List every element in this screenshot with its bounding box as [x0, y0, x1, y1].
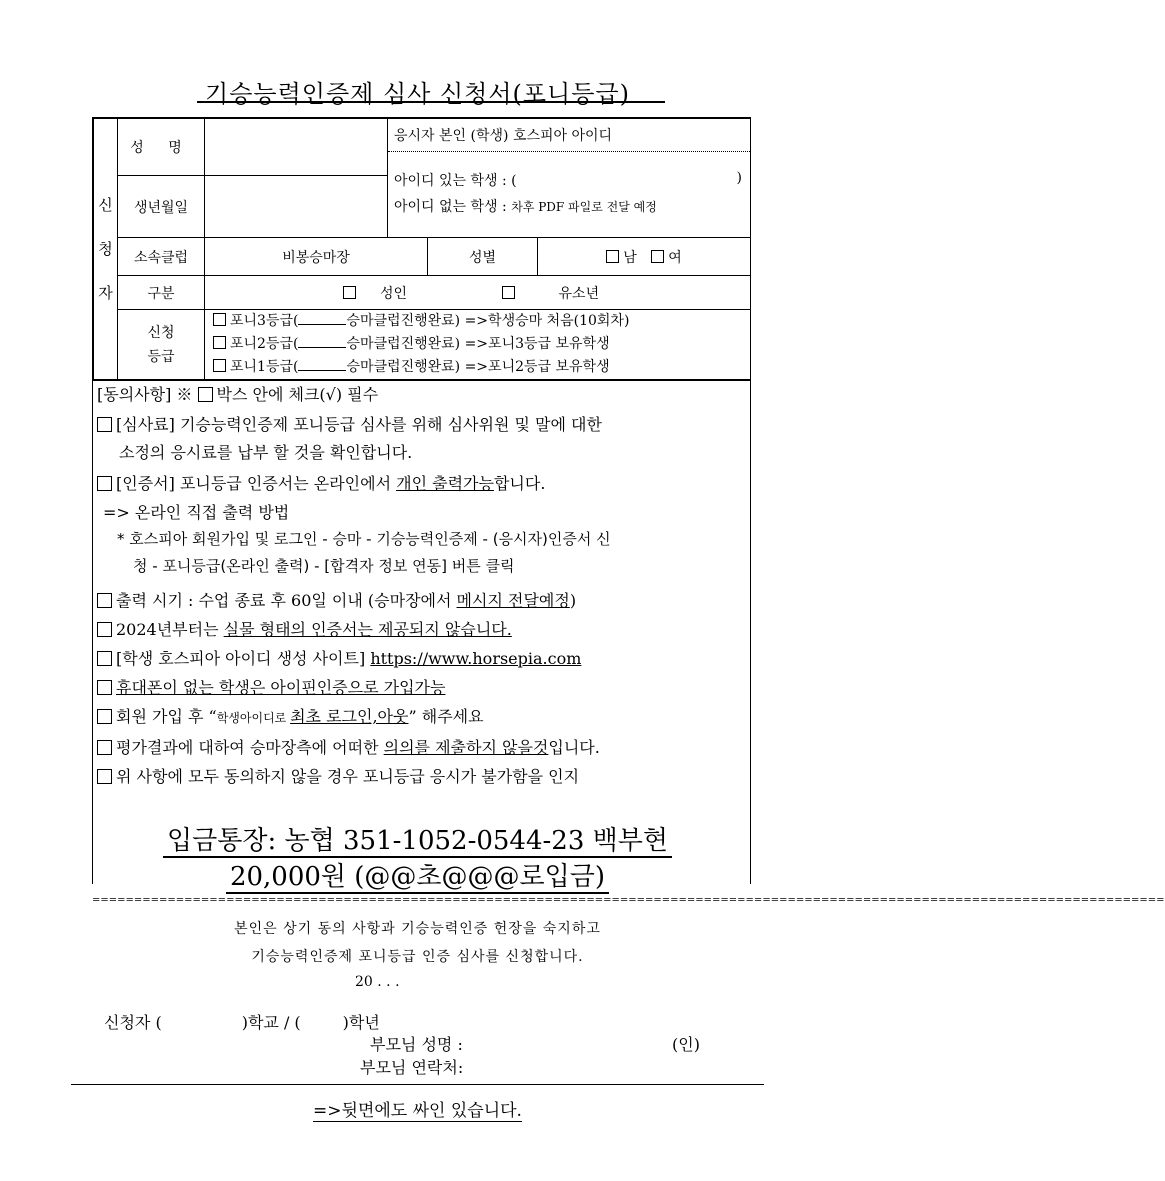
consent-appeal[interactable]: 평가결과에 대하여 승마장측에 어떠한 의의를 제출하지 않을것입니다. [97, 735, 600, 758]
agree-checkbox[interactable] [97, 769, 112, 784]
back-side-note: =>뒷면에도 싸인 있습니다. [313, 1101, 522, 1121]
consent-print[interactable]: 출력 시기 : 수업 종료 후 60일 이내 (승마장에서 메시지 전달예정) [97, 588, 576, 611]
consent-cert[interactable]: [인증서] 포니등급 인증서는 온라인에서 개인 출력가능합니다. [97, 471, 545, 494]
bank-amount: 20,000원 (@@초@@@로입금) [0, 856, 835, 893]
appeal-checkbox[interactable] [97, 740, 112, 755]
name-field[interactable] [205, 119, 388, 176]
birth-field[interactable] [205, 176, 388, 238]
consent-site[interactable]: [학생 호스피아 아이디 생성 사이트] https://www.horsepia.com [97, 646, 581, 669]
horsepia-link[interactable]: https://www.horsepia.com [370, 649, 582, 668]
gender-male-checkbox[interactable] [606, 250, 619, 263]
grade-pony2[interactable]: 포니2등급( 승마클럽진행완료) =>포니3등급 보유학생 [213, 333, 750, 356]
consent-fee-cont: 소정의 응시료를 납부 할 것을 확인합니다. [119, 443, 413, 462]
bank-account: 입금통장: 농협 351-1052-0544-23 백부현 [0, 820, 835, 857]
title-underline [197, 101, 665, 103]
bottom-rule [71, 1084, 764, 1085]
category-label: 구분 [118, 276, 205, 310]
online-steps-1: * 호스피아 회원가입 및 로그인 - 승마 - 기승능력인증제 - (응시자)인증서 신 [117, 530, 611, 548]
applicant-side-label: 신 청 자 [94, 119, 118, 380]
consent-year[interactable]: 2024년부터는 실물 형태의 인증서는 제공되지 않습니다. [97, 617, 512, 640]
application-date[interactable]: 20 . . . [355, 974, 400, 990]
online-steps-2: 청 - 포니등급(온라인 출력) - [합격자 정보 연동] 버튼 클릭 [133, 557, 515, 575]
consent-login[interactable]: 회원 가입 후 “학생아이디로 최초 로그인,아웃” 해주세요 [97, 704, 484, 727]
consent-agree[interactable]: 위 사항에 모두 동의하지 않을 경우 포니등급 응시가 불가함을 인지 [97, 764, 579, 787]
fee-checkbox[interactable] [97, 417, 112, 432]
online-method: => 온라인 직접 출력 방법 [103, 503, 290, 522]
gender-options: 남 여 [538, 238, 751, 276]
applicant-school-line[interactable]: 신청자 ( )학교 / ( )학년 [104, 1013, 380, 1032]
grade-pony1[interactable]: 포니1등급( 승마클럽진행완료) =>포니2등급 보유학생 [213, 356, 750, 379]
club-value: 비봉승마장 [205, 238, 428, 276]
category-youth-checkbox[interactable] [502, 286, 515, 299]
name-label: 성 명 [118, 119, 205, 176]
id-header: 응시자 본인 (학생) 호스피아 아이디 [388, 119, 750, 152]
applicant-form [92, 117, 751, 381]
year-checkbox[interactable] [97, 622, 112, 637]
cert-checkbox[interactable] [97, 476, 112, 491]
consent-header: [동의사항] ※ 박스 안에 체크(√) 필수 [97, 385, 379, 404]
grade-label: 신청 등급 [118, 310, 205, 380]
phone-checkbox[interactable] [97, 680, 112, 695]
consent-fee[interactable]: [심사료] 기승능력인증제 포니등급 심사를 위해 심사위원 및 말에 대한 [97, 412, 602, 435]
print-checkbox[interactable] [97, 593, 112, 608]
category-options: 성인 유소년 [205, 276, 751, 310]
gender-label: 성별 [428, 238, 538, 276]
separator-rule: ================================================================================================================================ [92, 895, 1165, 906]
login-checkbox[interactable] [97, 709, 112, 724]
parent-contact-line[interactable]: 부모님 연락처: [360, 1058, 464, 1077]
checkbox-icon [198, 387, 213, 402]
gender-female-checkbox[interactable] [651, 250, 664, 263]
site-checkbox[interactable] [97, 651, 112, 666]
consent-phone[interactable]: 휴대폰이 없는 학생은 아이핀인증으로 가입가능 [97, 675, 445, 698]
grade-options [205, 310, 751, 380]
parent-name-line[interactable]: 부모님 성명 : [370, 1035, 463, 1054]
seal-mark: (인) [672, 1035, 700, 1054]
grade-pony3[interactable]: 포니3등급( 승마클럽진행완료) =>학생승마 처음(10회차) [213, 310, 750, 333]
consent-section [92, 378, 751, 884]
hospia-id-cell [388, 119, 751, 238]
id-have-line[interactable]: 아이디 있는 학생 : ( ) [394, 170, 742, 189]
id-none-line: 아이디 없는 학생 : 차후 PDF 파일로 전달 예정 [394, 199, 657, 215]
declaration-line-2: 기승능력인증제 포니등급 인증 심사를 신청합니다. [251, 949, 584, 965]
declaration-line-1: 본인은 상기 동의 사항과 기승능력인증 헌장을 숙지하고 [234, 921, 601, 937]
birth-label: 생년월일 [118, 176, 205, 238]
page-title: 기승능력인증제 심사 신청서(포니등급) [205, 80, 630, 108]
club-label: 소속클럽 [118, 238, 205, 276]
category-adult-checkbox[interactable] [343, 286, 356, 299]
